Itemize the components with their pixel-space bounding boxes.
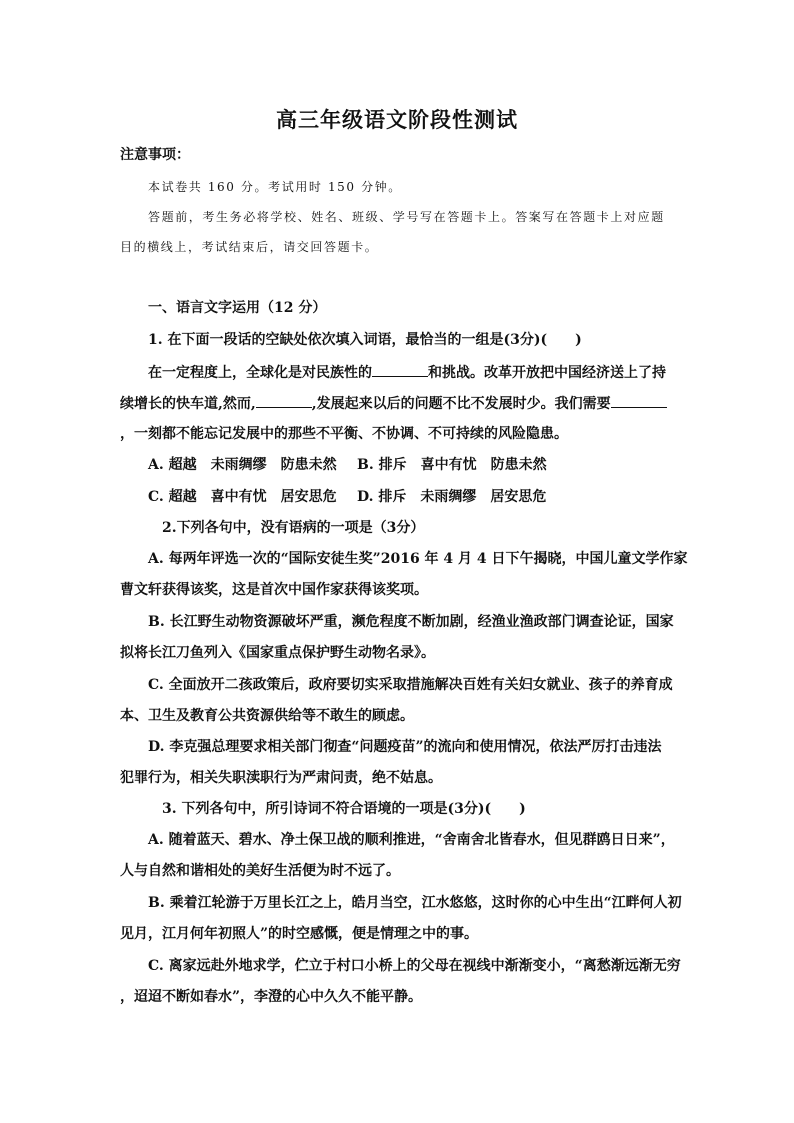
- q3-option-a-line-1: A. 随着蓝天、碧水、净土保卫战的顺利推进，“舍南舍北皆春水，但见群鸥日日来”，: [148, 832, 675, 848]
- q1-passage-text: 在一定程度上，全球化是对民族性的: [148, 365, 372, 381]
- q2-option-c-line-1: C. 全面放开二孩政策后，政府要切实采取措施解决百姓有关妇女就业、孩子的养育成: [148, 677, 673, 693]
- fill-blank-1: [372, 362, 428, 377]
- notice-line-1: 本试卷共 160 分。考试用时 150 分钟。: [148, 180, 402, 194]
- section-1-heading: 一、语言文字运用（12 分）: [148, 300, 327, 316]
- q3-option-b-line-2: 见月，江月何年初照人”的时空感慨，便是情理之中的事。: [120, 926, 479, 942]
- q2-option-d-line-1: D. 李克强总理要求相关部门彻查“问题疫苗”的流向和使用情况，依法严厉打击违法: [148, 739, 662, 755]
- q3-option-a-line-2: 人与自然和谐相处的美好生活便为时不远了。: [120, 863, 400, 879]
- q1-passage-text: 和挑战。改革开放把中国经济送上了持: [428, 365, 666, 381]
- notice-line-2b: 目的横线上，考试结束后，请交回答题卡。: [120, 240, 379, 254]
- q1-passage-text: ,发展起来以后的问题不比不发展时少。我们需要: [311, 396, 611, 412]
- q1-option-b: B. 排斥 喜中有忧 防患未然: [357, 457, 547, 473]
- q3-option-c-line-1: C. 离家远赴外地求学，伫立于村口小桥上的父母在视线中渐渐变小，“离愁渐远渐无穷: [148, 958, 681, 974]
- q3-option-b-line-1: B. 乘着江轮游于万里长江之上，皓月当空，江水悠悠，这时你的心中生出“江畔何人初: [148, 895, 682, 911]
- q1-option-c: C. 超越 喜中有忧 居安思危: [148, 489, 337, 505]
- q1-passage-text: 续增长的快车道,然而,: [120, 396, 256, 412]
- notice-heading: 注意事项：: [120, 147, 190, 163]
- q2-option-d-line-2: 犯罪行为，相关失职渎职行为严肃问责，绝不姑息。: [120, 770, 442, 786]
- q2-option-c-line-2: 本、卫生及教育公共资源供给等不敢生的顾虑。: [120, 708, 414, 724]
- q1-stem: 1. 在下面一段话的空缺处依次填入词语，最恰当的一组是(3分)( ): [148, 332, 582, 348]
- exam-title: 高三年级语文阶段性测试: [276, 107, 518, 132]
- fill-blank-2: [256, 393, 312, 408]
- q3-stem: 3. 下列各句中，所引诗词不符合语境的一项是(3分)( ): [162, 801, 526, 817]
- q1-passage-line-2: [120, 393, 667, 414]
- q2-option-a-line-1: A. 每两年评选一次的“国际安徒生奖”2016 年 4 月 4 日下午揭晓，中国儿童文学作家: [148, 551, 688, 567]
- q1-option-d: D. 排斥 未雨绸缪 居安思危: [357, 489, 547, 505]
- notice-line-2a: 答题前，考生务必将学校、姓名、班级、学号写在答题卡上。答案写在答题卡上对应题: [148, 210, 665, 224]
- q1-option-a: A. 超越 未雨绸缪 防患未然: [148, 457, 337, 473]
- q3-option-c-line-2: ，迢迢不断如春水”，李澄的心中久久不能平静。: [120, 989, 423, 1005]
- q1-passage-line-1: [148, 362, 666, 383]
- q2-option-b-line-2: 拟将长江刀鱼列入《国家重点保护野生动物名录》。: [120, 645, 435, 661]
- q1-passage-line-3: ，一刻都不能忘记发展中的那些不平衡、不协调、不可持续的风险隐患。: [120, 426, 568, 442]
- q2-option-a-line-2: 曹文轩获得该奖，这是首次中国作家获得该奖项。: [120, 582, 428, 598]
- fill-blank-3: [611, 393, 667, 408]
- q2-option-b-line-1: B. 长江野生动物资源破坏严重，濒危程度不断加剧，经渔业渔政部门调查论证，国家: [148, 614, 674, 630]
- q2-stem: 2.下列各句中，没有语病的一项是（3分）: [162, 520, 425, 536]
